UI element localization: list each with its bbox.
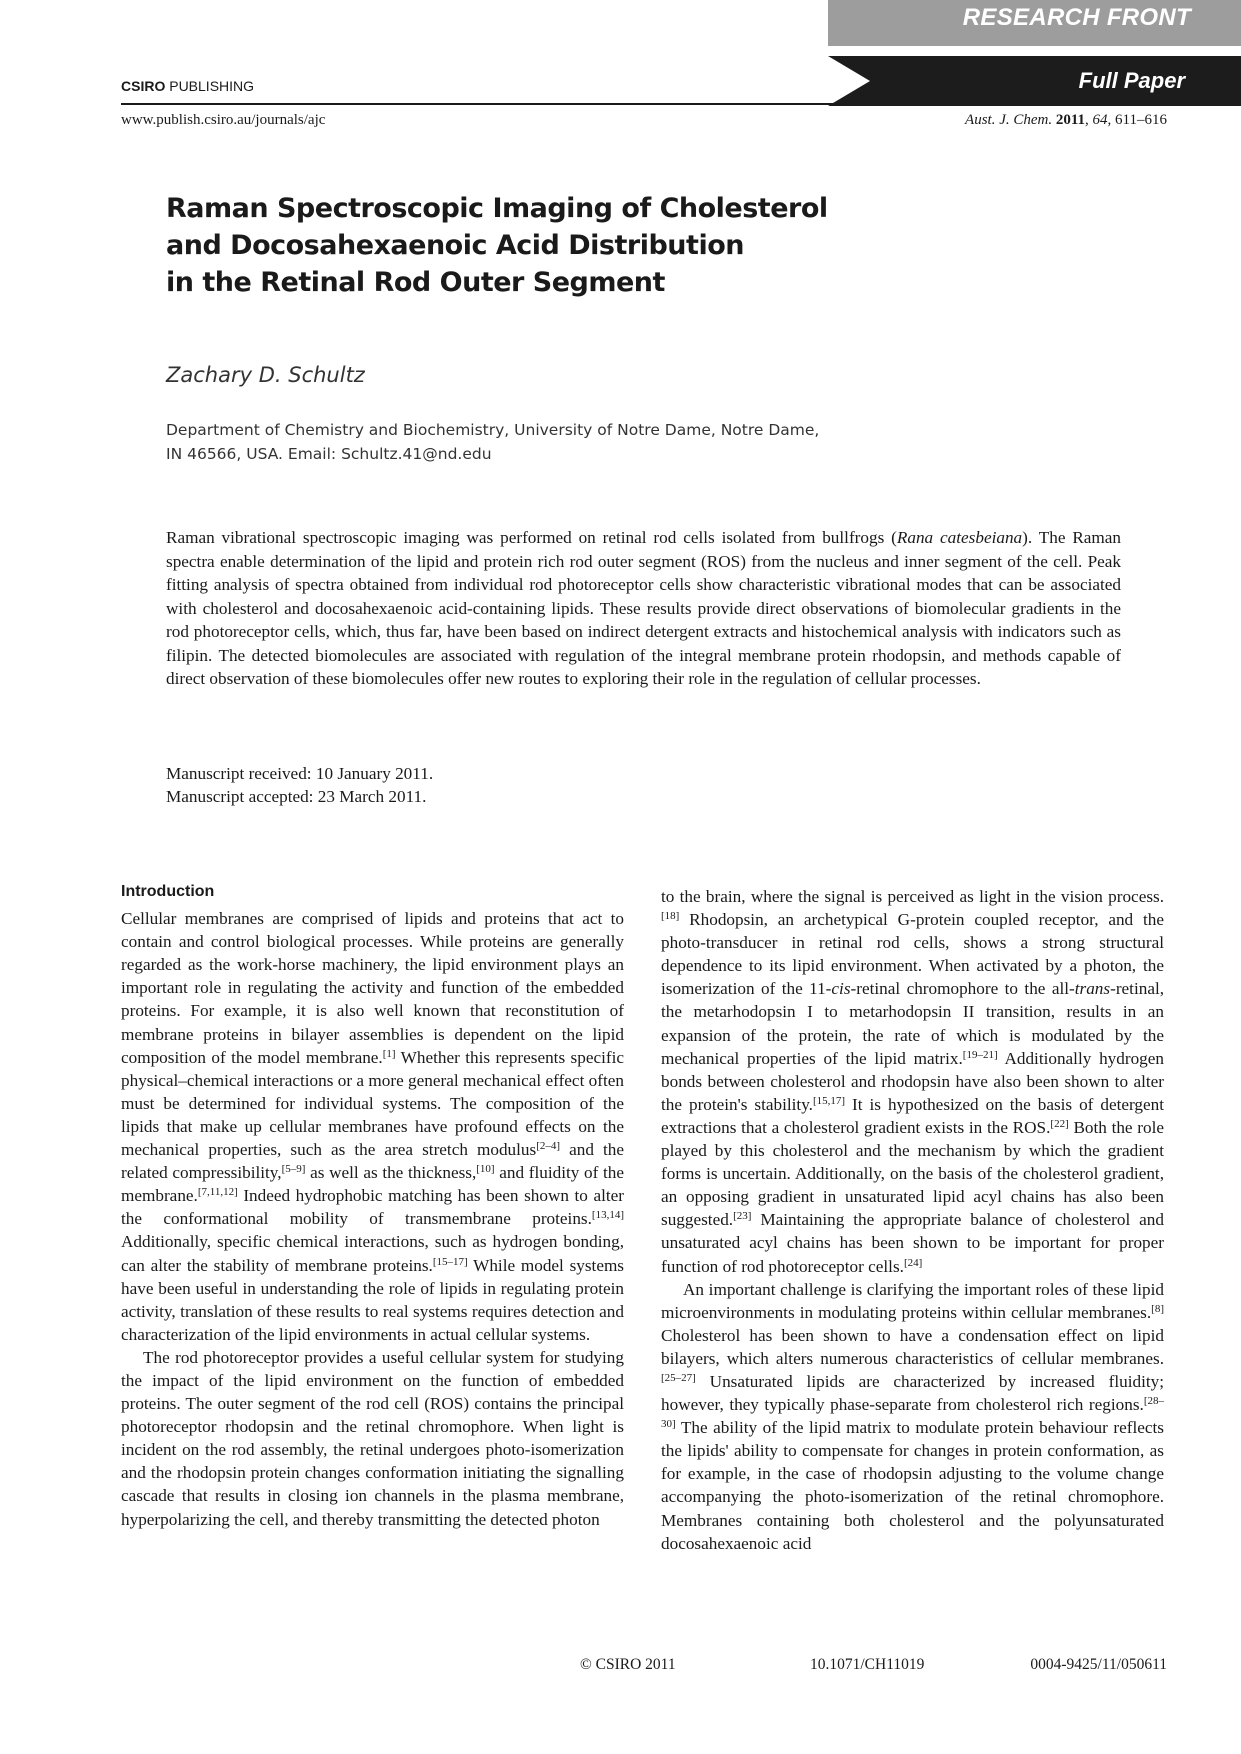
issn: 0004-9425/11/050611	[1030, 1656, 1167, 1673]
title-line: in the Retinal Rod Outer Segment	[166, 267, 665, 298]
citation-ref: [15,17]	[812, 1094, 846, 1107]
paragraph: to the brain, where the signal is perceived as light in the vision process.[18] Rhodopsin, an archetypical G-protein coupled receptor, and the photo-transducer in retinal rod cells, shows a strong structural dependence to its lipid environment. When activated by a photon, the isomerization of the 11-cis-retinal chromophore to the all-trans-retinal, the metarhodopsin I to metarhodopsin II transition, results in an expansion of the protein, the rate of which is modulated by the mechanical properties of the lipid matrix.[19–21] Additionally hydrogen bonds between cholesterol and rhodopsin have also been shown to alter the protein's stability.[15,17] It is hypothesized on the basis of detergent extractions that a cholesterol gradient exists in the ROS.[22] Both the role played by this cholesterol and the mechanism by which the gradient forms is uncertain. Additionally, on the basis of the cholesterol gradient, an opposing gradient in unsaturated lipid acyl chains has also been suggested.[23] Maintaining the appropriate balance of cholesterol and unsaturated acyl chains has been shown to be important for proper function of rod photoreceptor cells.[24]	[661, 887, 1165, 1276]
citation-ref: [28–30]	[661, 1395, 1164, 1431]
full-paper-label: Full Paper	[1078, 68, 1185, 93]
header-rule	[121, 103, 846, 105]
citation-ref: [2–4]	[536, 1140, 561, 1153]
abstract: Raman vibrational spectroscopic imaging was performed on retinal rod cells isolated from bullfrogs (Rana catesbeiana). The Raman spectra enable determination of the lipid and protein rich rod outer segment (ROS) from the nucleus and inner segment of the cell. Peak fitting analysis of spectra obtained from individual rod photoreceptor cells show characteristic vibrational modes that can be associated with cholesterol and docosahexaenoic acid-containing lipids. These results provide direct observations of biomolecular gradients in the rod photoreceptor cells, which, thus far, have been based on indirect detergent extracts and histochemical analysis with indicators such as filipin. The detected biomolecules are associated with regulation of the integral membrane protein rhodopsin, and methods capable of direct observation of these biomolecules offer new routes to exploring their role in the regulation of cellular processes.	[166, 528, 1122, 688]
doi[interactable]: 10.1071/CH11019	[810, 1656, 925, 1673]
copyright: © CSIRO 2011	[580, 1656, 676, 1673]
manuscript-dates	[166, 763, 433, 808]
article-title	[166, 190, 886, 301]
citation-ref: [1]	[382, 1047, 396, 1060]
research-front-banner	[828, 0, 1241, 46]
affiliation: Department of Chemistry and Biochemistry, University of Notre Dame, Notre Dame, IN 46566, USA. Email: Schultz.41@nd.edu	[166, 421, 820, 463]
paragraph: The rod photoreceptor provides a useful cellular system for studying the impact of the lipid environment on the function of embedded proteins. The outer segment of the rod cell (ROS) contains the principal photoreceptor rhodopsin and the retinal chromophore. When light is incident on the rod assembly, the retinal undergoes photo-isomerization and the rhodopsin protein changes conformation initiating the signalling cascade that results in closing ion channels in the plasma membrane, hyperpolarizing the cell, and thereby transmitting the detected photon	[121, 1347, 624, 1529]
body-left-column	[121, 880, 624, 1531]
citation-ref: [23]	[733, 1210, 752, 1223]
citation-ref: [15–17]	[432, 1255, 468, 1268]
accepted-date: Manuscript accepted: 23 March 2011.	[166, 786, 427, 806]
journal-url[interactable]: www.publish.csiro.au/journals/ajc	[121, 112, 326, 128]
title-line: Raman Spectroscopic Imaging of Cholesterol	[166, 193, 828, 224]
author-name: Zachary D. Schultz	[166, 363, 365, 387]
publisher-brand: CSIRO PUBLISHING	[121, 78, 255, 94]
citation-ref: [5–9]	[281, 1163, 306, 1176]
citation-ref: [19–21]	[962, 1048, 998, 1061]
research-front-label: RESEARCH FRONT	[962, 4, 1191, 31]
journal-citation: Aust. J. Chem. 2011, 64, 611–616	[965, 112, 1167, 128]
paragraph: Cellular membranes are comprised of lipids and proteins that act to contain and control biological processes. While proteins are generally regarded as the work-horse machinery, the lipid environment plays an important role in regulating the activity and function of the embedded proteins. For example, it is also well known that reconstitution of membrane proteins in bilayer assemblies is dependent on the lipid composition of the model membrane.[1] Whether this represents specific physical–chemical interactions or a more general mechanical effect often must be determined for individual systems. The composition of the lipids that make up cellular membranes have profound effects on the mechanical properties, such as the area stretch modulus[2–4] and the related compressibility,[5–9] as well as the thickness,[10] and fluidity of the membrane.[7,11,12] Indeed hydrophobic matching has been shown to alter the conformational mobility of transmembrane proteins.[13,14] Additionally, specific chemical interactions, such as hydrogen bonding, can alter the stability of membrane proteins.[15–17] While model systems have been useful in understanding the role of lipids in regulating protein activity, translation of these results to real systems requires detection and characterization of the lipid environments in actual cellular systems.	[121, 909, 624, 1344]
citation-ref: [24]	[903, 1256, 923, 1269]
introduction-heading: Introduction	[121, 883, 215, 900]
citation-ref: [18]	[661, 910, 680, 923]
citation-ref: [13,14]	[591, 1209, 624, 1222]
species-name: Rana catesbeiana	[896, 528, 1023, 547]
citation-ref: [8]	[1151, 1302, 1164, 1315]
citation-ref: [7,11,12]	[197, 1186, 238, 1199]
full-paper-banner	[828, 56, 1241, 106]
paragraph: An important challenge is clarifying the important roles of these lipid microenvironments in modulating proteins within cellular membranes.[8] Cholesterol has been shown to have a condensation effect on lipid bilayers, which alters numerous characteristics of cellular membranes.[25–27] Unsaturated lipids are characterized by increased fluidity; however, they typically phase-separate from cholesterol rich regions.[28–30] The ability of the lipid matrix to modulate protein behaviour reflects the lipids' ability to compensate for changes in protein conformation, as for example, in the case of rhodopsin adjusting to the volume change accompanying the photo-isomerization of the retinal chromophore. Membranes containing both cholesterol and the polyunsaturated docosahexaenoic acid	[661, 1279, 1164, 1553]
citation-ref: [25–27]	[661, 1371, 696, 1384]
citation-ref: [22]	[1050, 1117, 1069, 1130]
citation-ref: [10]	[476, 1163, 495, 1176]
body-right-column	[661, 885, 1164, 1555]
received-date: Manuscript received: 10 January 2011.	[166, 764, 434, 783]
title-line: and Docosahexaenoic Acid Distribution	[166, 230, 744, 261]
